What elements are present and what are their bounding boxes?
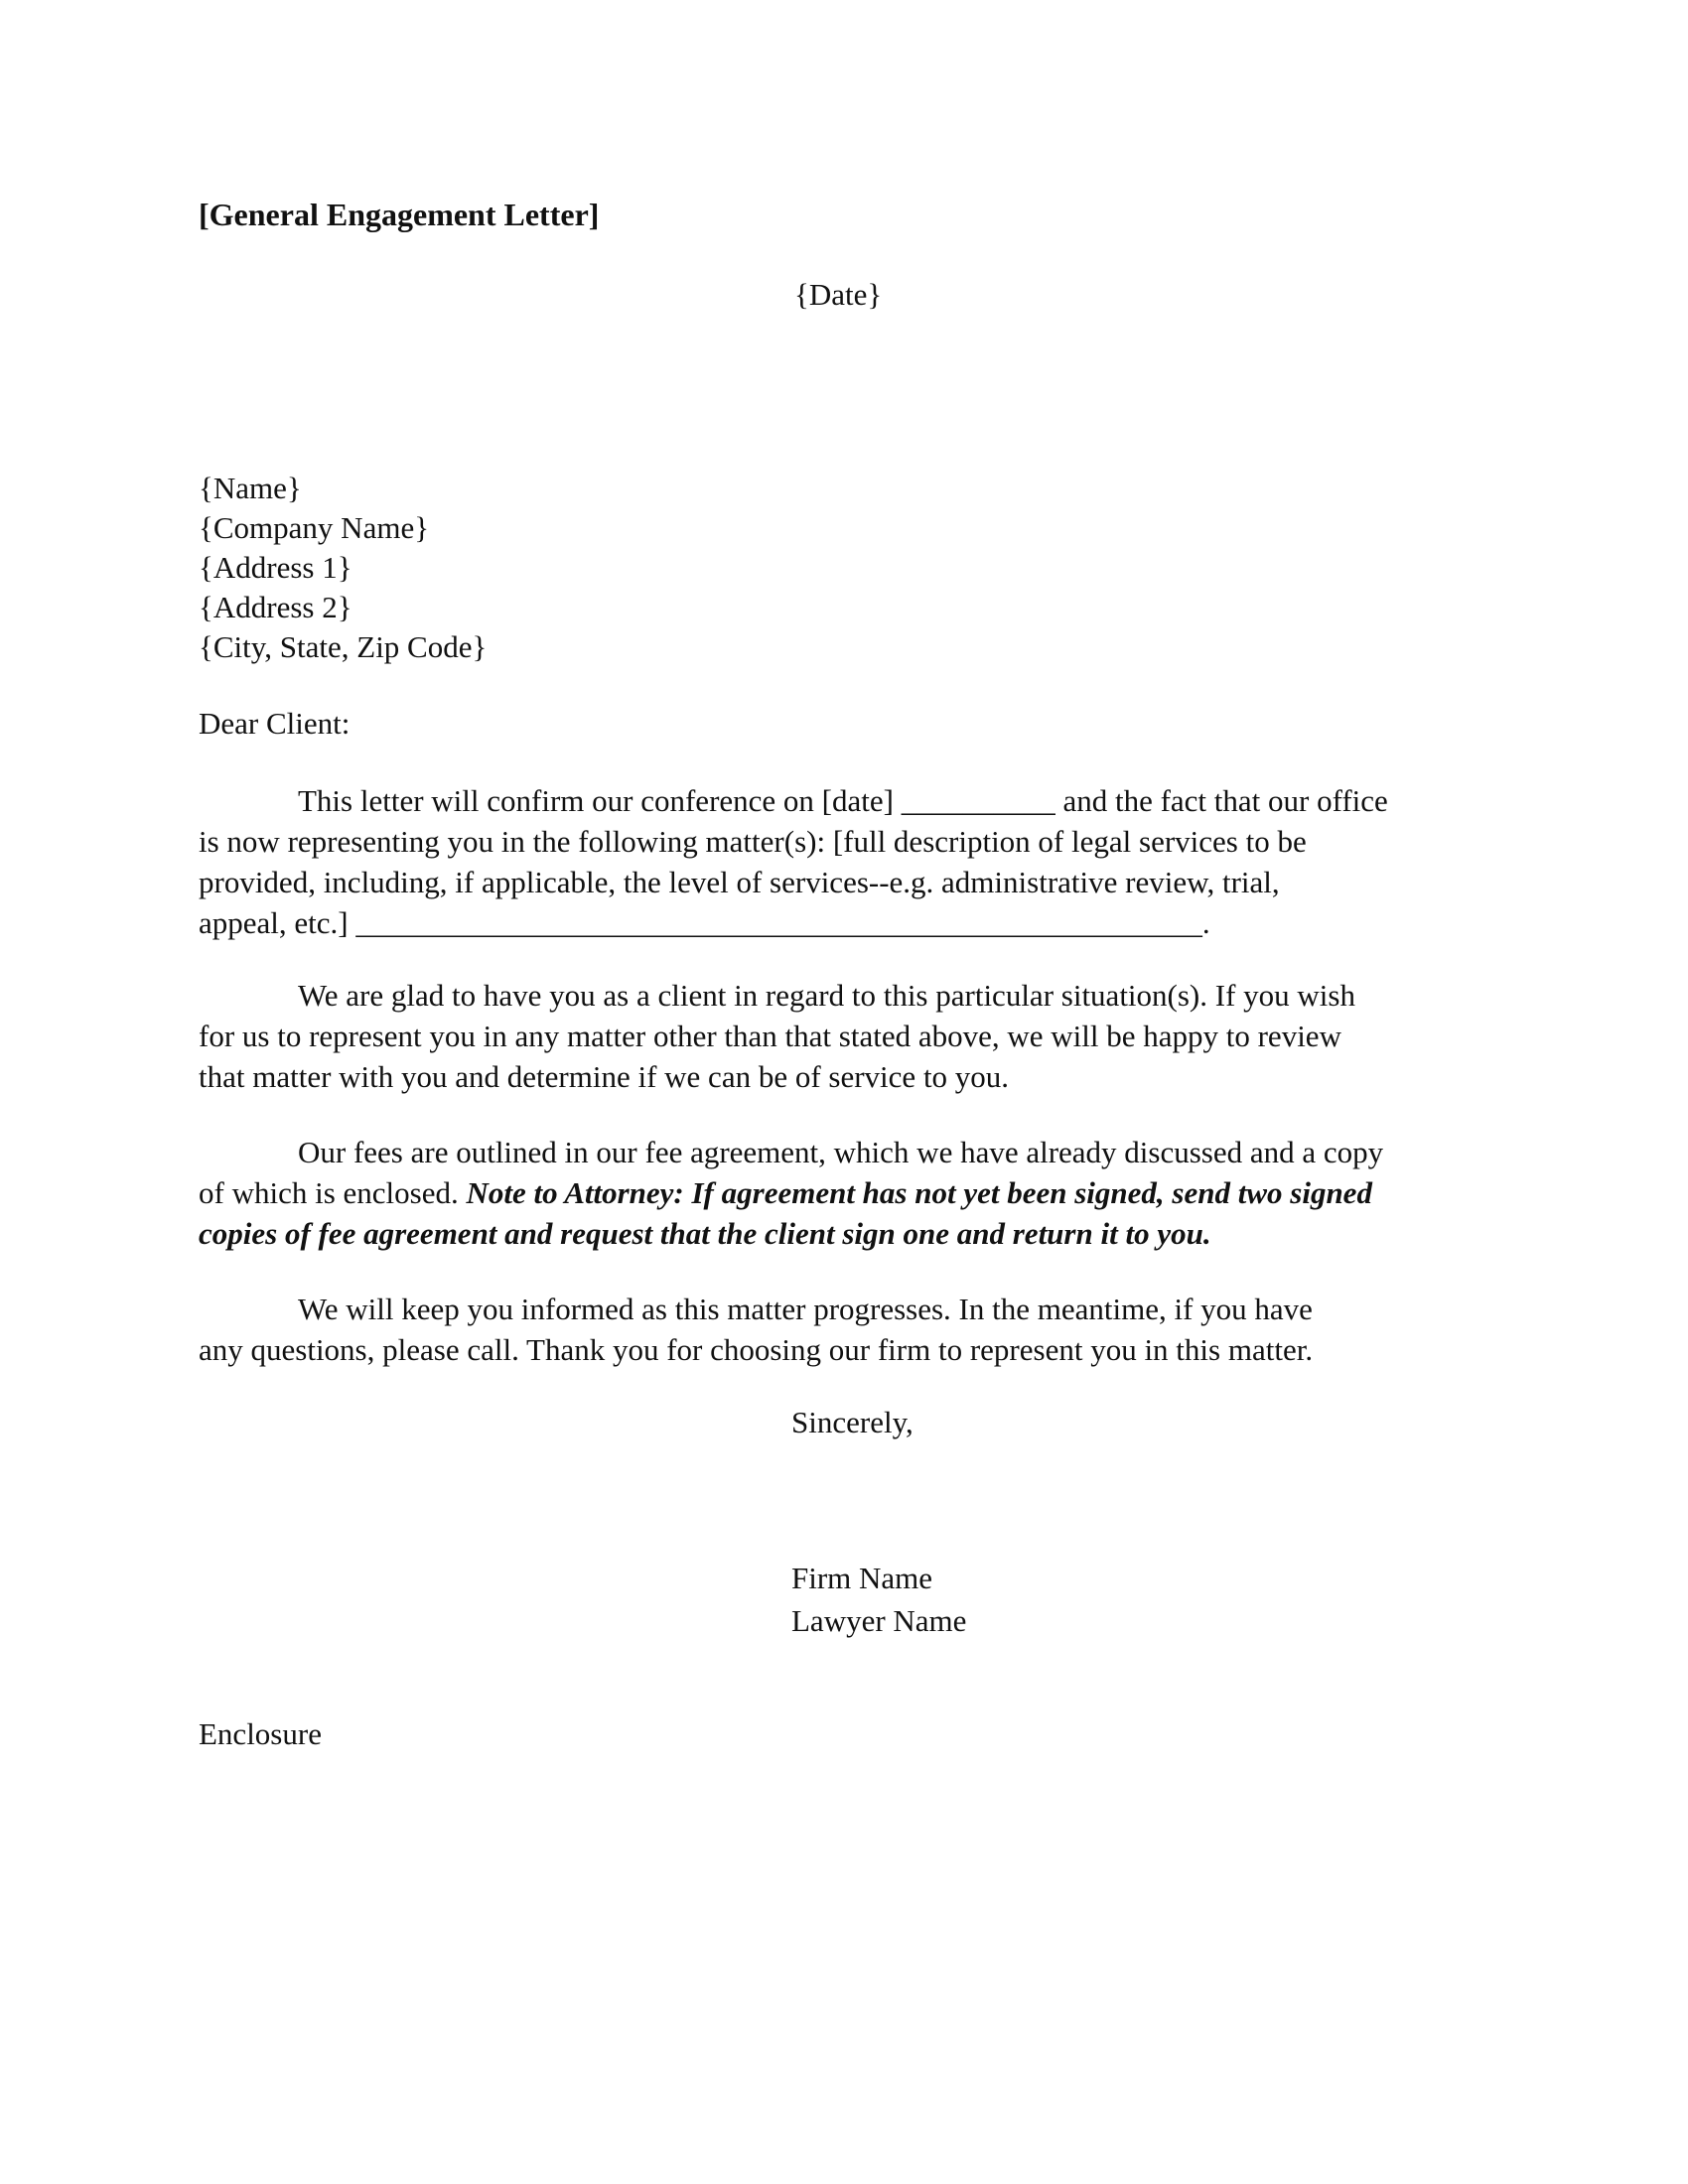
paragraph-closing-remarks <box>199 1289 1489 1370</box>
letter-title: [General Engagement Letter] <box>199 197 600 232</box>
signature-block <box>791 1557 966 1642</box>
paragraph-line: Our fees are outlined in our fee agreement, which we have already discussed and a copy <box>298 1135 1384 1169</box>
recipient-address-2: {Address 2} <box>199 590 352 624</box>
recipient-address-1: {Address 1} <box>199 550 352 585</box>
paragraph-engagement-confirmation <box>199 780 1489 943</box>
paragraph-line: that matter with you and determine if we can be of service to you. <box>199 1059 1010 1094</box>
paragraph-line: any questions, please call. Thank you for choosing our firm to represent you in this matter. <box>199 1332 1314 1367</box>
paragraph-line: appeal, etc.] _______________________________________________________. <box>199 905 1210 940</box>
closing: Sincerely, <box>791 1405 914 1439</box>
paragraph-line: is now representing you in the following matter(s): [full description of legal services to be <box>199 824 1307 859</box>
recipient-city-state-zip: {City, State, Zip Code} <box>199 629 488 664</box>
paragraph-line: for us to represent you in any matter other than that stated above, we will be happy to review <box>199 1019 1341 1053</box>
paragraph-line: provided, including, if applicable, the level of services--e.g. administrative review, trial, <box>199 865 1280 899</box>
enclosure-notation: Enclosure <box>199 1716 322 1751</box>
recipient-company: {Company Name} <box>199 510 430 545</box>
firm-name: Firm Name <box>791 1561 933 1595</box>
paragraph-text: of which is enclosed. <box>199 1175 467 1210</box>
paragraph-line: We are glad to have you as a client in regard to this particular situation(s). If you wish <box>298 978 1355 1013</box>
lawyer-name: Lawyer Name <box>791 1603 967 1638</box>
salutation: Dear Client: <box>199 706 351 741</box>
paragraph-line: We will keep you informed as this matter progresses. In the meantime, if you have <box>298 1292 1313 1326</box>
attorney-note: copies of fee agreement and request that the client sign one and return it to you. <box>199 1216 1211 1251</box>
attorney-note: Note to Attorney: If agreement has not yet been signed, send two signed <box>466 1175 1372 1210</box>
paragraph-line <box>199 1172 1489 1213</box>
recipient-name: {Name} <box>199 471 302 505</box>
recipient-address-block <box>199 469 487 667</box>
paragraph-welcome <box>199 975 1489 1097</box>
paragraph-fees <box>199 1132 1489 1254</box>
paragraph-line: This letter will confirm our conference on [date] __________ and the fact that our office <box>298 783 1388 818</box>
letter-date: {Date} <box>794 277 883 312</box>
